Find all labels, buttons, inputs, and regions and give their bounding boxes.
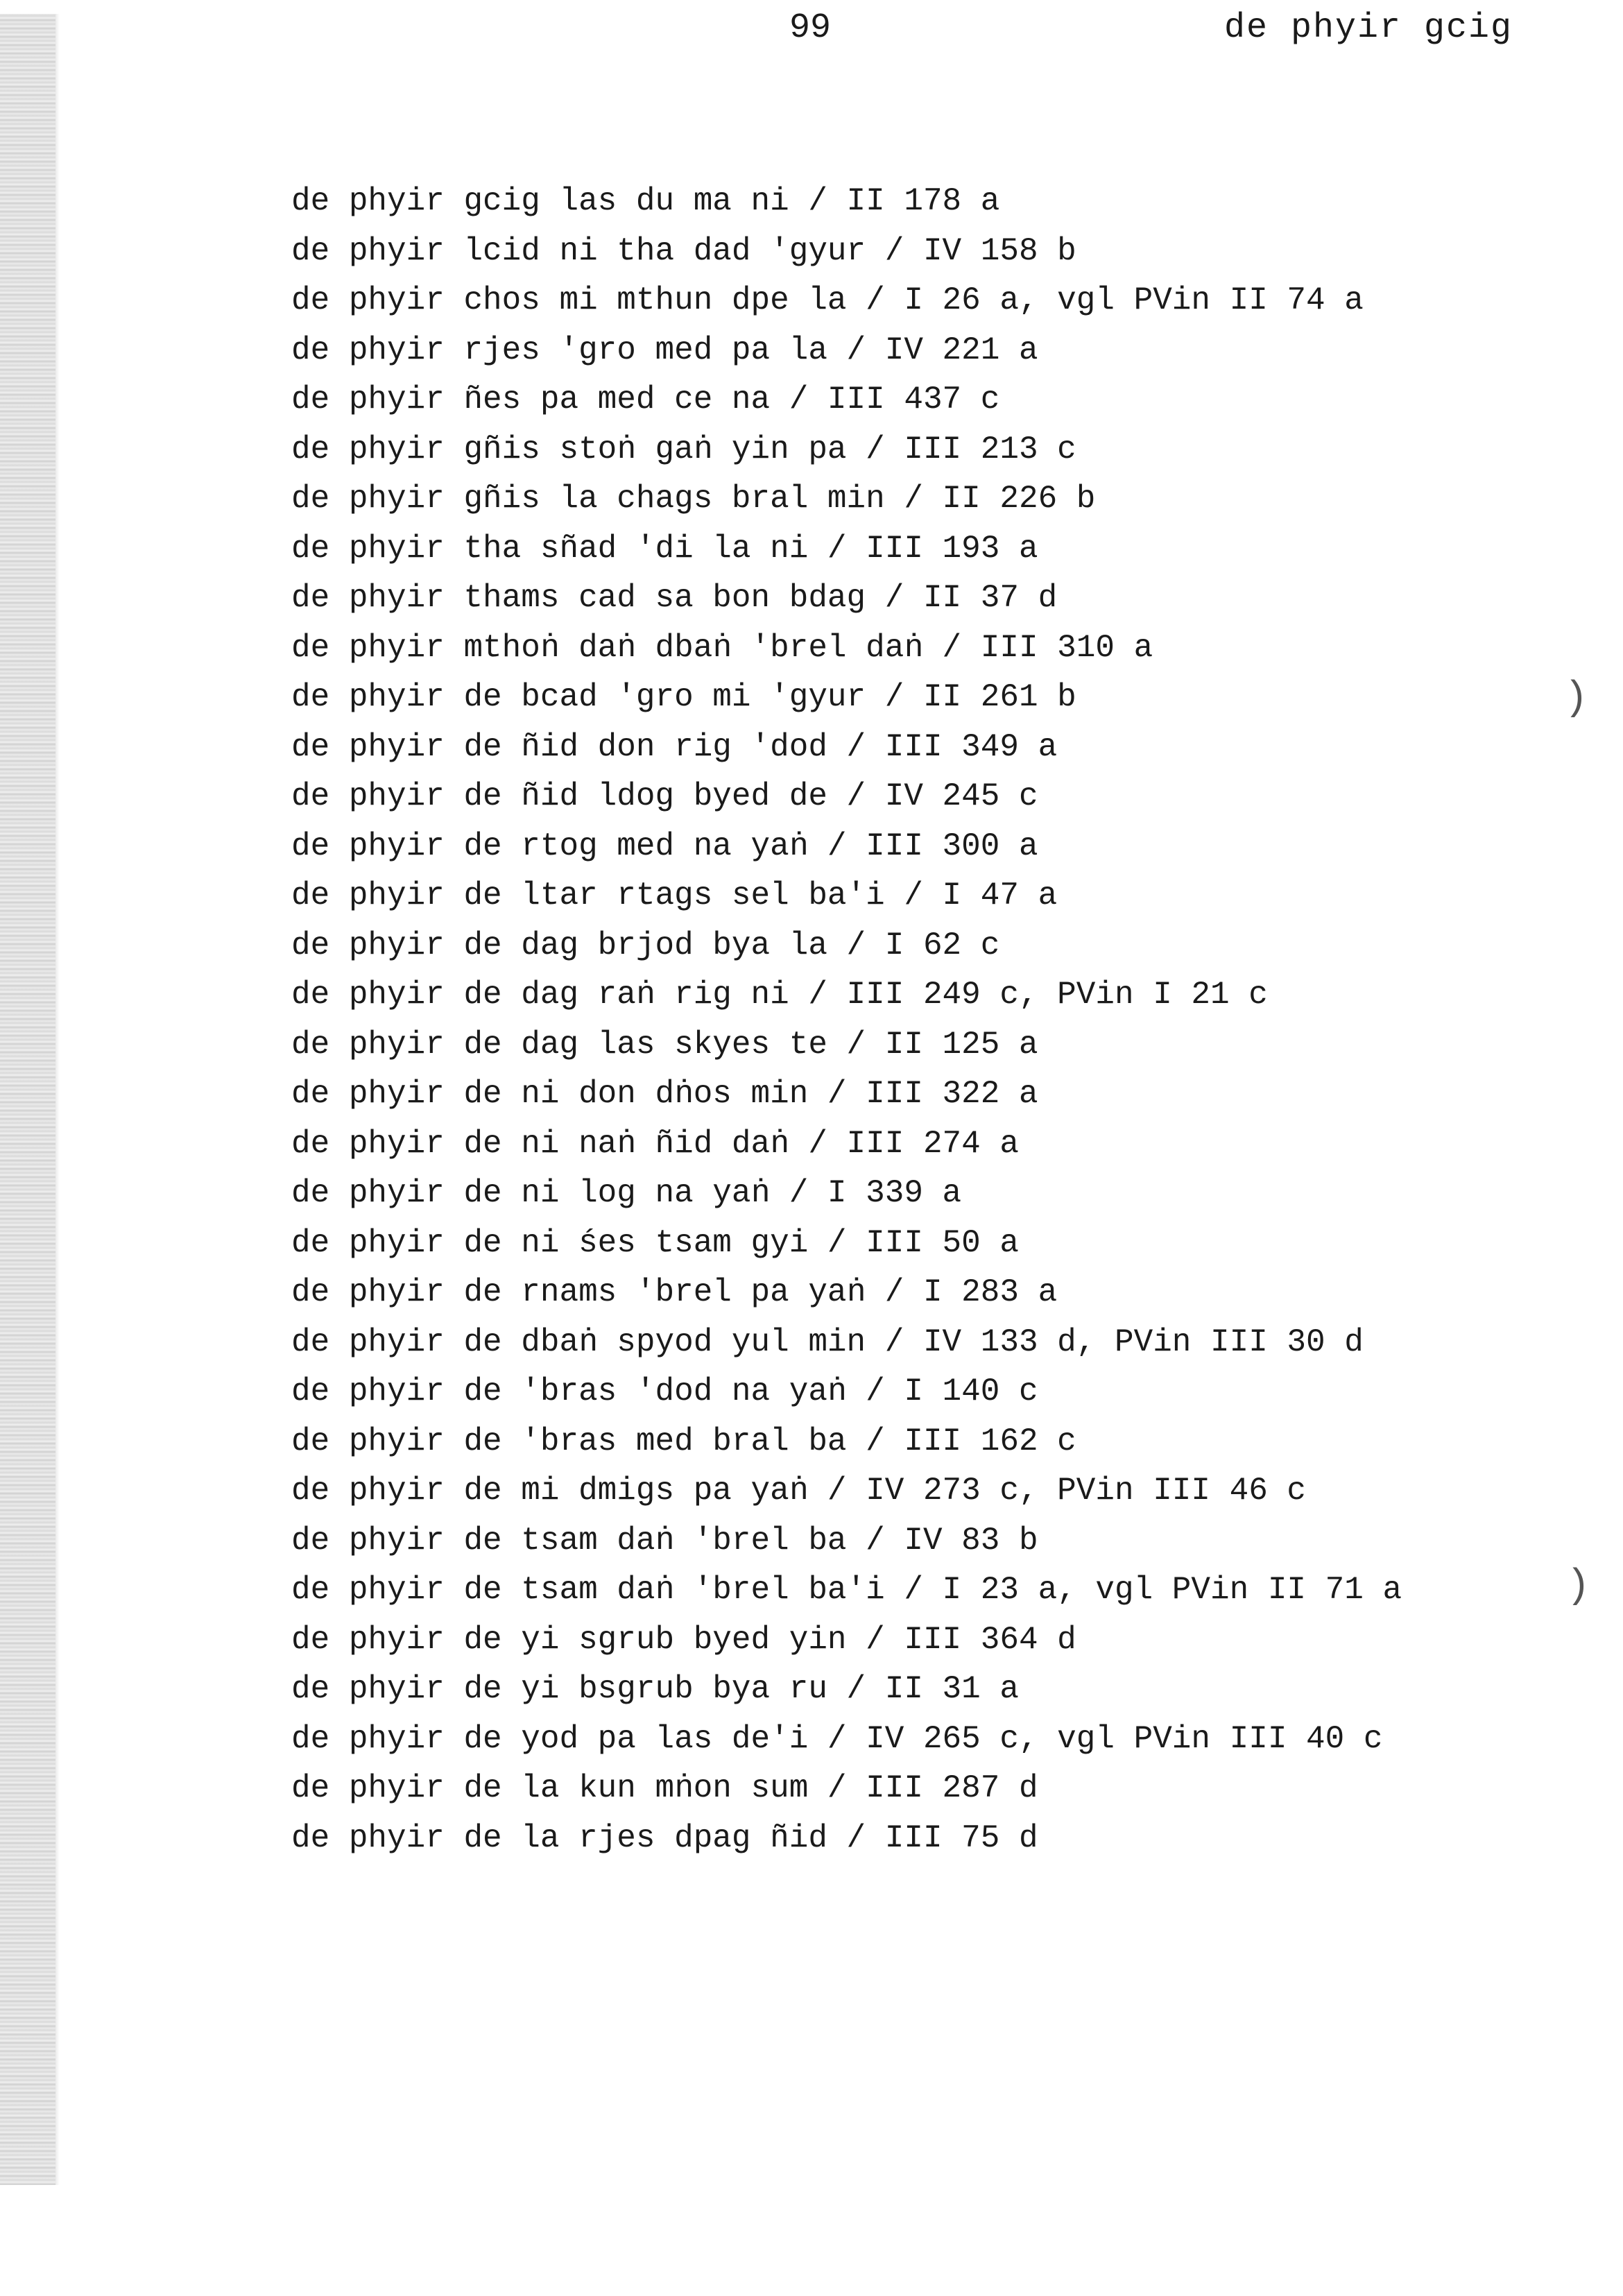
index-entry: de phyir chos mi mthun dpe la / I 26 a, vgl PVin II 74 a <box>291 282 1364 318</box>
index-entry: de phyir de ni śes tsam gyi / III 50 a <box>291 1224 1019 1261</box>
index-entry: de phyir de mi dmigs pa yaṅ / IV 273 c, PVin III 46 c <box>291 1473 1307 1509</box>
index-entry: de phyir de ltar rtags sel ba'i / I 47 a <box>291 877 1058 914</box>
index-entry: de phyir gñis la chags bral min / II 226 b <box>291 481 1096 517</box>
index-entry: de phyir gñis stoṅ gaṅ yin pa / III 213 c <box>291 431 1076 468</box>
index-entry: de phyir de ñid ldog byed de / IV 245 c <box>291 778 1038 814</box>
index-entry: de phyir de 'bras 'dod na yaṅ / I 140 c <box>291 1373 1038 1410</box>
index-entry: de phyir de yi bsgrub bya ru / II 31 a <box>291 1671 1019 1707</box>
index-entry: de phyir de 'bras med bral ba / III 162 c <box>291 1423 1076 1459</box>
index-entry: de phyir de dag brjod bya la / I 62 c <box>291 927 1000 963</box>
index-entry: de phyir de la kun mṅon sum / III 287 d <box>291 1770 1038 1806</box>
index-entry: de phyir de rnams 'brel pa yaṅ / I 283 a <box>291 1274 1058 1310</box>
index-entry: de phyir de dag las skyes te / II 125 a <box>291 1026 1038 1063</box>
index-entry: de phyir de ni don dṅos min / III 322 a <box>291 1076 1038 1112</box>
index-entry: de phyir de ni naṅ ñid daṅ / III 274 a <box>291 1125 1019 1162</box>
index-entry: de phyir tha sñad 'di la ni / III 193 a <box>291 530 1038 567</box>
index-entry: de phyir mthoṅ daṅ dbaṅ 'brel daṅ / III 310 a <box>291 629 1153 666</box>
index-entry-list <box>291 177 1402 1863</box>
index-entry: de phyir de ni log na yaṅ / I 339 a <box>291 1175 962 1211</box>
index-entry: de phyir de bcad 'gro mi 'gyur / II 261 b <box>291 679 1076 715</box>
index-entry: de phyir de tsam daṅ 'brel ba / IV 83 b <box>291 1522 1038 1559</box>
index-entry: de phyir lcid ni tha dad 'gyur / IV 158 b <box>291 232 1076 269</box>
index-entry: de phyir de la rjes dpag ñid / III 75 d <box>291 1819 1038 1856</box>
index-entry: de phyir gcig las du ma ni / II 178 a <box>291 183 1000 219</box>
scanned-binding-edge <box>0 14 55 2185</box>
index-entry: de phyir thams cad sa bon bdag / II 37 d <box>291 580 1058 616</box>
index-entry: de phyir de tsam daṅ 'brel ba'i / I 23 a, vgl PVin II 71 a <box>291 1572 1402 1608</box>
index-entry: de phyir de dag raṅ rig ni / III 249 c, PVin I 21 c <box>291 977 1268 1013</box>
margin-parenthesis-mark: ) <box>1564 676 1588 721</box>
page-number: 99 <box>789 8 832 48</box>
index-entry: de phyir de yi sgrub byed yin / III 364 d <box>291 1621 1076 1658</box>
margin-parenthesis-mark: ) <box>1566 1564 1590 1609</box>
index-entry: de phyir de dbaṅ spyod yul min / IV 133 d, PVin III 30 d <box>291 1323 1364 1360</box>
running-head: de phyir gcig <box>1224 8 1513 48</box>
index-entry: de phyir de rtog med na yaṅ / III 300 a <box>291 828 1038 864</box>
index-entry: de phyir de yod pa las de'i / IV 265 c, vgl PVin III 40 c <box>291 1720 1383 1757</box>
index-entry: de phyir rjes 'gro med pa la / IV 221 a <box>291 332 1038 368</box>
index-entry: de phyir ñes pa med ce na / III 437 c <box>291 382 1000 418</box>
index-entry: de phyir de ñid don rig 'dod / III 349 a <box>291 728 1058 765</box>
